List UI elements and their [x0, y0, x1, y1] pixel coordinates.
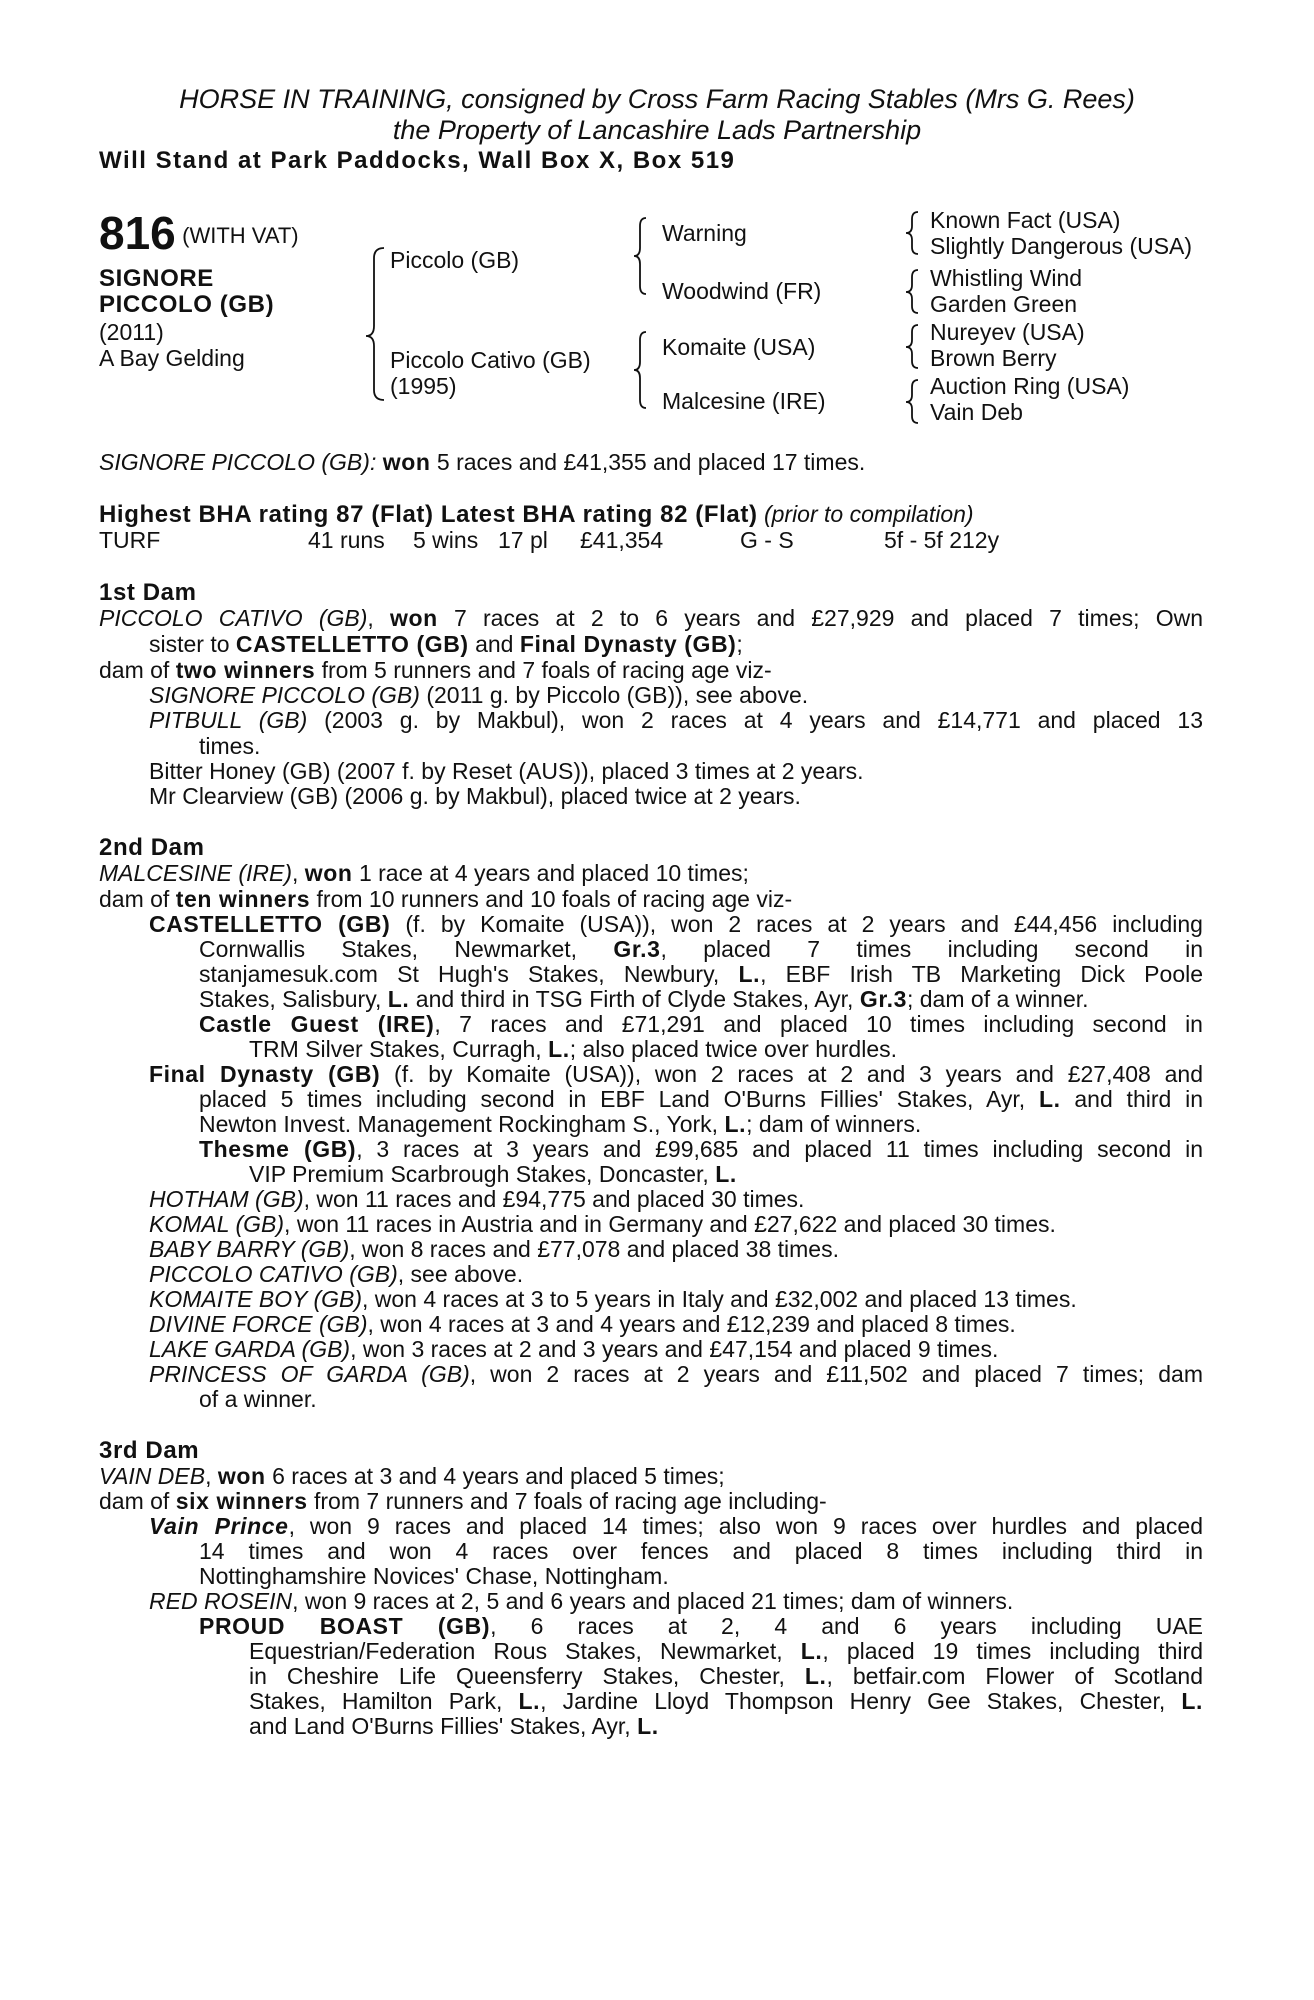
final-dynasty-rest: (f. by Komaite (USA)), won 2 races at 2 and 3 years and £27,408 and	[380, 1061, 1203, 1087]
proud-boast-line3	[249, 1664, 1203, 1690]
thesme-name: Thesme (GB)	[199, 1136, 357, 1162]
dam1-name: PICCOLO CATIVO (GB)	[99, 605, 368, 631]
piccolo-cativo-rest: , see above.	[397, 1261, 524, 1287]
proud-boast-line2	[249, 1639, 1203, 1665]
lake-garda-name: LAKE GARDA (GB)	[149, 1336, 351, 1362]
final-dynasty-l2c: and third in	[1060, 1086, 1203, 1112]
dam-dam: Malcesine (IRE)	[662, 388, 826, 414]
castle-guest-l2c: ; also placed twice over hurdles.	[569, 1036, 898, 1062]
dam3-won: won	[217, 1463, 266, 1489]
turf-earnings: £41,354	[580, 527, 664, 553]
red-rosein-rest: , won 9 races at 2, 5 and 6 years and placed 21 times; dam of winners.	[292, 1588, 1014, 1614]
turf-distance: 5f - 5f 212y	[884, 527, 1000, 553]
komaite-boy	[149, 1287, 1077, 1313]
brace-gen1	[366, 248, 384, 400]
dam-year: (1995)	[390, 373, 457, 399]
final-dynasty-l3c: ; dam of winners.	[746, 1111, 922, 1137]
horse-year: (2011)	[99, 319, 164, 345]
dam1-l2b: CASTELLETTO (GB)	[235, 631, 469, 657]
dam2-rest: 1 race at 4 years and placed 10 times;	[352, 860, 749, 886]
dam1-damof-a: dam of	[99, 657, 176, 683]
proud-boast-l3b: L.	[804, 1663, 827, 1689]
divine-force-rest: , won 4 races at 3 and 4 years and £12,239 and placed 8 times.	[367, 1311, 1016, 1337]
proud-boast-name: PROUD BOAST (GB)	[199, 1613, 491, 1639]
dam1-p2-rest: (2003 g. by Makbul), won 2 races at 4 years and £14,771 and placed 13	[307, 707, 1203, 733]
dam3-line1: VAIN DEB, won 6 races at 3 and 4 years and placed 5 times;	[99, 1463, 725, 1489]
brace-gen2-sire	[634, 218, 646, 294]
proud-boast-l2b: L.	[800, 1638, 823, 1664]
castle-guest-line1	[199, 1012, 1203, 1038]
vain-prince-line3: Nottinghamshire Novices' Chase, Nottingham.	[199, 1563, 669, 1589]
dam2-damof-c: from 10 runners and 10 foals of racing age viz-	[310, 886, 793, 912]
rating-note: (prior to compilation)	[763, 501, 974, 527]
proud-boast-l2c: , placed 19 times including third	[822, 1638, 1203, 1664]
ped-ddd: Vain Deb	[930, 399, 1023, 425]
vat-label: (WITH VAT)	[182, 223, 299, 248]
summary-name: SIGNORE PICCOLO (GB)	[99, 449, 370, 475]
princess-name: PRINCESS OF GARDA (GB)	[149, 1361, 470, 1387]
thesme-l2a: VIP Premium Scarbrough Stakes, Doncaster,	[249, 1161, 716, 1187]
dam1-produce-4: Mr Clearview (GB) (2006 g. by Makbul), placed twice at 2 years.	[149, 783, 801, 809]
brace-gen3-3	[906, 325, 918, 368]
proud-boast-rest: , 6 races at 2, 4 and 6 years including UAE	[490, 1613, 1203, 1639]
turf-runs: 41 runs	[308, 527, 385, 553]
dam1-produce-3: Bitter Honey (GB) (2007 f. by Reset (AUS)), placed 3 times at 2 years.	[149, 758, 864, 784]
dam3-damof-a: dam of	[99, 1488, 176, 1514]
castle-guest-l2a: TRM Silver Stakes, Curragh,	[249, 1036, 549, 1062]
dam2-damof-b: ten winners	[175, 886, 311, 912]
ped-sdd: Garden Green	[930, 291, 1078, 317]
princess-of-garda-cont: of a winner.	[199, 1386, 317, 1412]
castelletto-l2b: Gr.3	[613, 936, 661, 962]
dam1-l2a: sister to	[149, 631, 236, 657]
final-dynasty-line1	[149, 1062, 1203, 1088]
proud-boast-l4d: L.	[1181, 1688, 1203, 1714]
castelletto-l4a: Stakes, Salisbury,	[199, 986, 388, 1012]
final-dynasty-line3	[199, 1112, 921, 1138]
red-rosein-name: RED ROSEIN	[149, 1588, 293, 1614]
proud-boast-l5b: L.	[637, 1713, 659, 1739]
proud-boast-l5a: and Land O'Burns Fillies' Stakes, Ayr,	[249, 1713, 638, 1739]
lake-garda	[149, 1337, 998, 1363]
castelletto-l4b: L.	[387, 986, 410, 1012]
dam-sire: Komaite (USA)	[662, 334, 816, 360]
turf-wins: 5 wins	[413, 527, 479, 553]
summary-text: 5 races and £41,355 and placed 17 times.	[430, 449, 866, 475]
ped-dds: Auction Ring (USA)	[930, 373, 1130, 399]
dam3-heading: 3rd Dam	[99, 1437, 200, 1464]
divine-force-name: DIVINE FORCE (GB)	[149, 1311, 368, 1337]
thesme-line2	[249, 1162, 737, 1188]
dam1-damof-b: two winners	[175, 657, 316, 683]
thesme-rest: , 3 races at 3 years and £99,685 and placed 11 times including second in	[356, 1136, 1203, 1162]
dam1-p1-name: SIGNORE PICCOLO (GB)	[149, 682, 420, 708]
dam1-damof	[99, 658, 772, 684]
dam3-damof-b: six winners	[175, 1488, 308, 1514]
brace-gen3-2	[906, 270, 918, 313]
proud-boast-l4b: L.	[518, 1688, 541, 1714]
komal	[149, 1212, 1056, 1238]
dam1-produce-2-cont: times.	[199, 733, 261, 759]
final-dynasty-l2a: placed 5 times including second in EBF Land O'Burns Fillies' Stakes, Ayr,	[199, 1086, 1039, 1112]
sire: Piccolo (GB)	[390, 247, 520, 273]
horse-name-2: PICCOLO (GB)	[99, 291, 275, 318]
castelletto-l3c: , EBF Irish TB Marketing Dick Poole	[760, 961, 1204, 987]
thesme-line1	[199, 1137, 1203, 1163]
header-line-3: Will Stand at Park Paddocks, Wall Box X, Box 519	[99, 147, 736, 174]
castle-guest-l2b: L.	[548, 1036, 570, 1062]
castle-guest-line2	[249, 1037, 897, 1063]
rating-line	[99, 502, 974, 528]
summary-won: won	[382, 449, 431, 475]
castle-guest-name: Castle Guest (IRE)	[199, 1011, 435, 1037]
lake-garda-rest: , won 3 races at 2 and 3 years and £47,154 and placed 9 times.	[350, 1336, 999, 1362]
vain-prince-rest: , won 9 races and placed 14 times; also won 9 races over hurdles and placed	[288, 1513, 1203, 1539]
proud-boast-l4c: , Jardine Lloyd Thompson Henry Gee Stakes, Chester,	[540, 1688, 1182, 1714]
vain-prince-name: Vain Prince	[149, 1513, 289, 1539]
turf-placed: 17 pl	[498, 527, 548, 553]
princess-rest: , won 2 races at 2 years and £11,502 and placed 7 times; dam	[469, 1361, 1203, 1387]
komaite-boy-name: KOMAITE BOY (GB)	[149, 1286, 362, 1312]
dam3-rest: 6 races at 3 and 4 years and placed 5 times;	[265, 1463, 725, 1489]
castelletto-l4e: ; dam of a winner.	[906, 986, 1089, 1012]
divine-force	[149, 1312, 1016, 1338]
sire-sire: Warning	[662, 220, 747, 246]
ped-dss: Nureyev (USA)	[930, 319, 1085, 345]
final-dynasty-name: Final Dynasty (GB)	[149, 1061, 381, 1087]
final-dynasty-l3b: L.	[724, 1111, 747, 1137]
hotham	[149, 1187, 804, 1213]
castelletto-l3a: stanjamesuk.com St Hugh's Stakes, Newbury,	[199, 961, 720, 987]
castelletto-l4c: and third in TSG Firth of Clyde Stakes, Ayr,	[409, 986, 860, 1012]
dam1-l2d: Final Dynasty (GB)	[519, 631, 737, 657]
castelletto-l4d: Gr.3	[859, 986, 907, 1012]
castelletto-l3b: L.	[738, 961, 761, 987]
dam1-heading: 1st Dam	[99, 579, 197, 606]
header-line-2: the Property of Lancashire Lads Partnership	[392, 115, 922, 145]
proud-boast-l3c: , betfair.com Flower of Scotland	[826, 1663, 1203, 1689]
dam1-line2	[149, 632, 743, 658]
dam2-won: won	[304, 860, 353, 886]
dam1-rest: 7 races at 2 to 6 years and £27,929 and placed 7 times; Own	[437, 605, 1203, 631]
castelletto-line2	[199, 937, 1203, 963]
brace-gen3-1	[906, 212, 918, 254]
princess-of-garda	[149, 1362, 1203, 1388]
race-summary: SIGNORE PICCOLO (GB): won 5 races and £41,355 and placed 17 times.	[99, 449, 866, 475]
proud-boast-line1	[199, 1614, 1203, 1640]
red-rosein	[149, 1589, 1013, 1615]
ped-dsd: Brown Berry	[930, 345, 1057, 371]
dam3-name: VAIN DEB	[99, 1463, 206, 1489]
hotham-rest: , won 11 races and £94,775 and placed 30 times.	[303, 1186, 805, 1212]
piccolo-cativo-ref	[149, 1262, 523, 1288]
sire-dam: Woodwind (FR)	[662, 278, 822, 304]
komal-rest: , won 11 races in Austria and in Germany and £27,622 and placed 30 times.	[284, 1211, 1056, 1237]
proud-boast-l4a: Stakes, Hamilton Park,	[249, 1688, 519, 1714]
dam1-l2e: ;	[736, 631, 743, 657]
proud-boast-l2a: Equestrian/Federation Rous Stakes, Newmarket,	[249, 1638, 801, 1664]
castelletto-line4	[199, 987, 1089, 1013]
baby-barry-name: BABY BARRY (GB)	[149, 1236, 350, 1262]
castelletto-line3	[199, 962, 1203, 988]
vain-prince-line2: 14 times and won 4 races over fences and placed 8 times including third in	[199, 1538, 1203, 1564]
header-line-1: HORSE IN TRAINING, consigned by Cross Farm Racing Stables (Mrs G. Rees)	[179, 84, 1135, 114]
komal-name: KOMAL (GB)	[149, 1211, 285, 1237]
dam2-damof	[99, 887, 792, 913]
ped-sds: Whistling Wind	[930, 265, 1083, 291]
dam1-l2c: and	[468, 631, 520, 657]
dam2-name: MALCESINE (IRE)	[99, 860, 292, 886]
dam1-produce-1	[149, 683, 808, 709]
final-dynasty-l3a: Newton Invest. Management Rockingham S., York,	[199, 1111, 725, 1137]
baby-barry	[149, 1237, 839, 1263]
hotham-name: HOTHAM (GB)	[149, 1186, 304, 1212]
dam1-p1-rest: (2011 g. by Piccolo (GB)), see above.	[419, 682, 809, 708]
ped-ssd: Slightly Dangerous (USA)	[930, 233, 1193, 259]
dam2-heading: 2nd Dam	[99, 834, 205, 861]
proud-boast-line4	[249, 1689, 1203, 1715]
dam3-damof-c: from 7 runners and 7 foals of racing age including-	[307, 1488, 827, 1514]
rating-highest: Highest BHA rating 87 (Flat) Latest BHA rating 82 (Flat)	[99, 501, 758, 528]
horse-name-1: SIGNORE	[99, 265, 214, 292]
final-dynasty-l2b: L.	[1038, 1086, 1061, 1112]
proud-boast-line5	[249, 1714, 659, 1740]
castelletto-line1	[149, 912, 1203, 938]
castelletto-name: CASTELLETTO (GB)	[149, 911, 391, 937]
dam1-p2-name: PITBULL (GB)	[149, 707, 308, 733]
dam1-produce-2	[149, 708, 1203, 734]
vain-prince-line1	[149, 1514, 1203, 1540]
castle-guest-rest: , 7 races and £71,291 and placed 10 times including second in	[434, 1011, 1203, 1037]
turf-label: TURF	[99, 527, 161, 553]
brace-gen2-dam	[634, 332, 646, 408]
dam1-damof-c: from 5 runners and 7 foals of racing age viz-	[315, 657, 772, 683]
final-dynasty-line2	[199, 1087, 1203, 1113]
baby-barry-rest: , won 8 races and £77,078 and placed 38 times.	[349, 1236, 839, 1262]
dam: Piccolo Cativo (GB)	[390, 347, 591, 373]
dam1-line1: PICCOLO CATIVO (GB), won 7 races at 2 to 6 years and £27,929 and placed 7 times; Own	[99, 605, 1203, 631]
castelletto-l2a: Cornwallis Stakes, Newmarket,	[199, 936, 578, 962]
castelletto-l2c: , placed 7 times including second in	[660, 936, 1204, 962]
komaite-boy-rest: , won 4 races at 3 to 5 years in Italy and £32,002 and placed 13 times.	[362, 1286, 1077, 1312]
ped-sss: Known Fact (USA)	[930, 207, 1121, 233]
horse-description: A Bay Gelding	[99, 345, 245, 371]
piccolo-cativo-name: PICCOLO CATIVO (GB)	[149, 1261, 398, 1287]
castelletto-rest: (f. by Komaite (USA)), won 2 races at 2 years and £44,456 including	[390, 911, 1203, 937]
thesme-l2b: L.	[715, 1161, 737, 1187]
dam1-won: won	[390, 605, 438, 631]
turf-going: G - S	[740, 527, 794, 553]
brace-gen3-4	[906, 380, 918, 423]
dam2-line1: MALCESINE (IRE), won 1 race at 4 years and placed 10 times;	[99, 860, 749, 886]
dam2-damof-a: dam of	[99, 886, 176, 912]
lot-number: 816	[99, 207, 176, 259]
dam3-damof	[99, 1489, 827, 1515]
proud-boast-l3a: in Cheshire Life Queensferry Stakes, Chester,	[249, 1663, 805, 1689]
